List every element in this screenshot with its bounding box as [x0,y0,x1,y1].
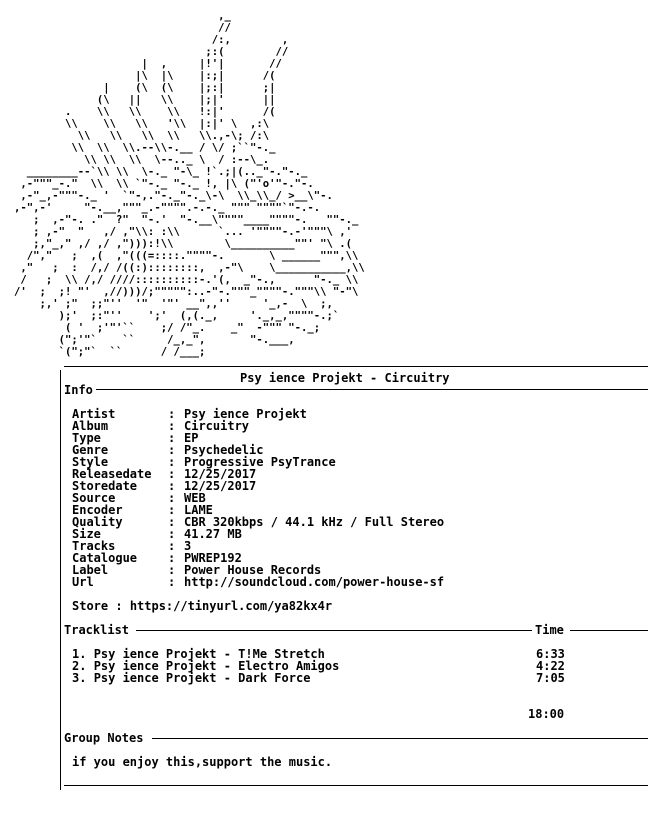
info-row [72,516,444,528]
info-field-label: Source [72,491,116,505]
info-field-label: Size [72,527,101,541]
store-label: Store [72,599,109,613]
info-field-value: WEB [184,491,206,505]
info-field-label: Genre [72,443,109,457]
info-field-separator: : [168,491,176,505]
info-field-label: Storedate [72,479,138,493]
info-field-value: 41.27 MB [184,527,242,541]
total-time: 18:00 [528,707,565,721]
info-field-value: Psychedelic [184,443,264,457]
tracklist-divider [136,630,532,631]
info-field-value: Circuitry [184,419,250,433]
store-line: Store : https://tinyurl.com/ya82kx4r [72,599,333,613]
info-field-label: Url [72,575,94,589]
track-time: 4:22 [536,659,565,673]
track-title: Psy ience Projekt - Dark Force [93,671,311,685]
track-number: 1. [72,647,87,661]
info-field-label: Artist [72,407,116,421]
info-field-label: Style [72,455,109,469]
info-field-separator: : [168,563,176,577]
track-row [72,672,310,684]
info-field-separator: : [168,455,176,469]
info-section-label: Info [64,383,93,397]
info-field-separator: : [168,503,176,517]
frame-top-line [64,366,648,367]
store-link[interactable]: https://tinyurl.com/ya82kx4r [129,599,333,613]
frame-bottom-line [64,785,648,786]
ascii-art-logo: ,_ // /:, , ;:( // | , |!'| // |\ |\ |:;| /( | (\ (\ |;:| ;| (\ || \\ |;|' || . \\ \\ \\ !:|' /( \\ \\ \\ '\\ |:|' \ ,:\ \\ \\ \\ \\ \\.,-\; /:\ \\ \\ \\.--\\-.__ / \/ ;``"-._ \\ \\ \\ \--.._ \ / :--\_. ________--`\\ \\ \-._ "-\_ !`.;|(.._"-."-._ ,-"""_-." \\ \\ `"-._ "-._ !, |\ ("'o'"-."-. ,-"_,-"""-._ ' `"-,."-._"-._\-\ \\_\\_/ >__\"-. ,-",-' "-.__,"""_.-"""".-.-._ """ """"`"-.-. ; ,-"-. ." ?" "-.' "-.__\""""____""""-. ""-._ ; ,-" " ,/ ,"\\: :\\ `... '""""-.-'"""\ ,' ;,"_," ,/ ,/ ,"))):!\\ \__________""' "\ .( /"," ; ,( ,"(((=::::.""""-. \ ______""",\\ ," ; : /,/ /((:)::::::::, ,-"\ \___________,\\ / ; \\ /,/ ////::::::::::-.'(, _"-., "-._ \\ /' ; ;! "' ,//)))/;""""":..-"-."""_""""-."""\\ "-"\ ;,' ;" ;;"'' '" '"' __",,'' '_,- \ ;, );' ;:"'' ';' (,(._, '._,_,""""-.;` ( ' ;'"'`` ;/ /"_. _" -""" "-._; (";'"` `` /_,_", "-.___, `(";"` `` / /___; [14,10,365,358]
info-field-value: PWREP192 [184,551,242,565]
info-field-value: 12/25/2017 [184,467,257,481]
info-field-label: Catalogue [72,551,138,565]
info-field-value[interactable]: http://soundcloud.com/power-house-sf [184,575,445,589]
track-number: 2. [72,659,87,673]
info-row [72,576,444,588]
info-field-separator: : [168,539,176,553]
group-notes-text: if you enjoy this,support the music. [72,755,333,769]
track-number: 3. [72,671,87,685]
info-field-value: Progressive PsyTrance [184,455,336,469]
track-time: 7:05 [536,671,565,685]
info-field-label: Label [72,563,109,577]
info-field-value: CBR 320kbps / 44.1 kHz / Full Stereo [184,515,445,529]
track-title: Psy ience Projekt - T!Me Stretch [93,647,325,661]
info-field-separator: : [168,407,176,421]
info-field-value: Power House Records [184,563,322,577]
info-field-separator: : [168,479,176,493]
info-field-value: EP [184,431,199,445]
info-field-label: Album [72,419,109,433]
track-title: Psy ience Projekt - Electro Amigos [93,659,340,673]
info-field-separator: : [168,419,176,433]
time-divider [570,630,648,631]
info-field-value: Psy ience Projekt [184,407,307,421]
info-divider [96,389,648,390]
info-field-separator: : [168,551,176,565]
info-field-label: Quality [72,515,123,529]
time-column-label: Time [535,623,564,637]
info-field-separator: : [168,467,176,481]
info-field-separator: : [168,431,176,445]
info-field-label: Encoder [72,503,123,517]
info-field-separator: : [168,575,176,589]
info-field-separator: : [168,443,176,457]
group-notes-divider [152,738,648,739]
info-field-value: 3 [184,539,192,553]
tracklist-section-label: Tracklist [64,623,130,637]
info-field-value: LAME [184,503,213,517]
info-field-label: Type [72,431,101,445]
info-field-label: Releasedate [72,467,152,481]
info-field-value: 12/25/2017 [184,479,257,493]
info-field-separator: : [168,527,176,541]
group-notes-section-label: Group Notes [64,731,144,745]
track-time: 6:33 [536,647,565,661]
info-field-separator: : [168,515,176,529]
info-field-label: Tracks [72,539,116,553]
page-title: Psy ience Projekt - Circuitry [240,371,450,385]
frame-left-line [60,370,61,790]
